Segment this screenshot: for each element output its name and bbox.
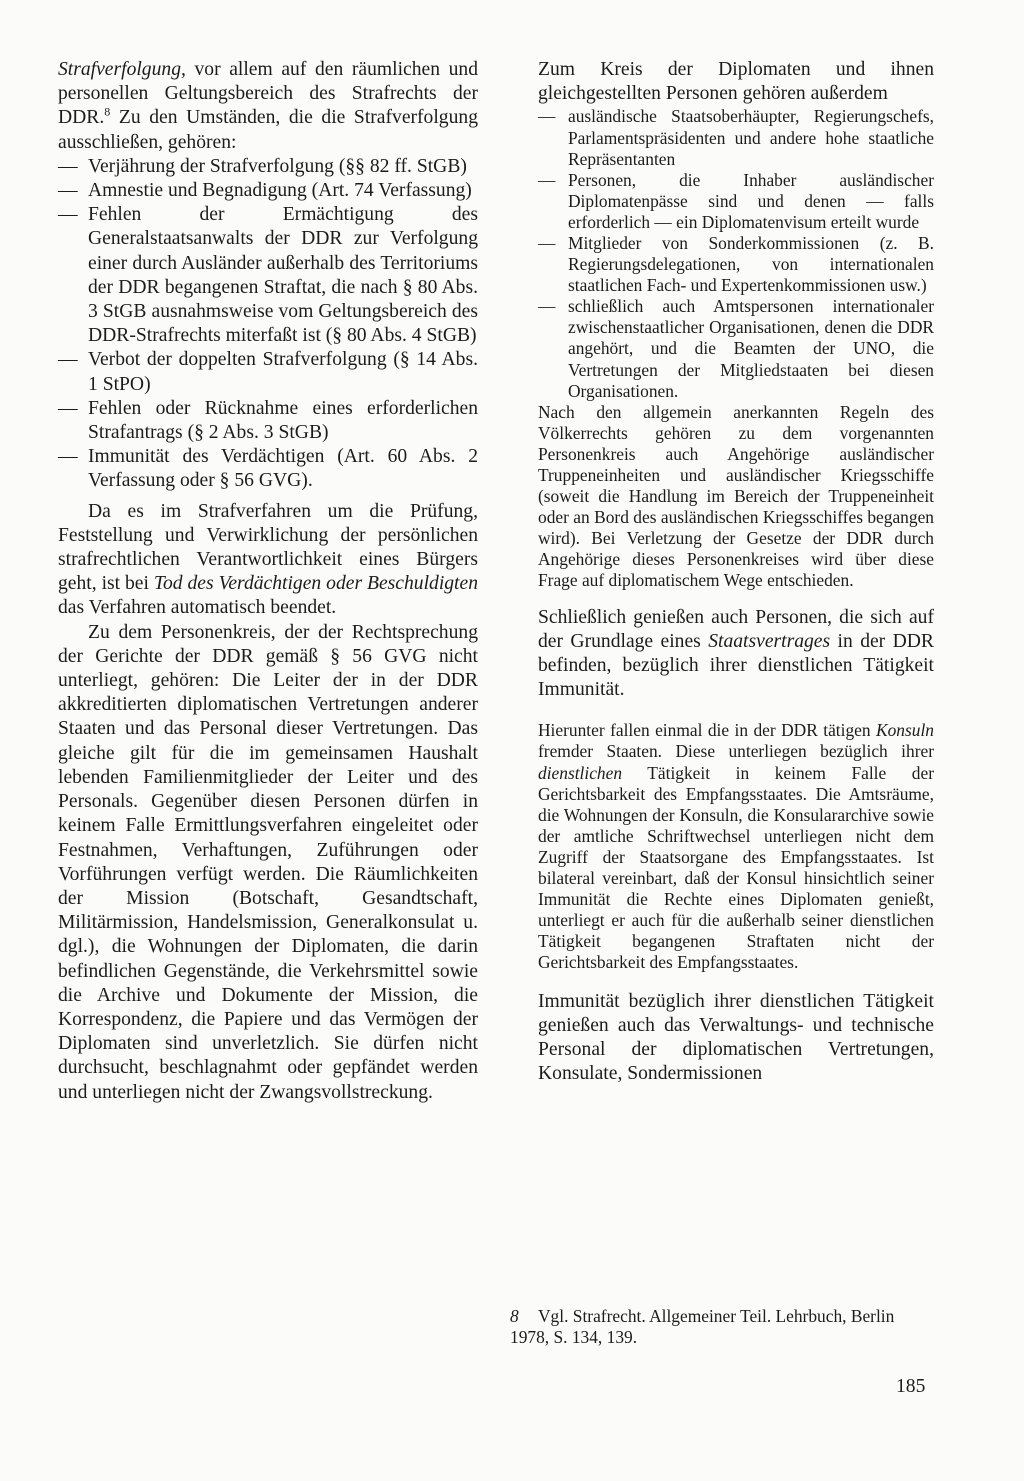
official-emphasis: dienstlichen [538,762,623,783]
international-law-paragraph: Nach den allgemein anerkannten Regeln des Völkerrechts gehören zu dem vorgenannten Personenkreis auch Angehörige ausländischer Truppeneinheiten und ausländischer Kriegsschiffe (soweit die Handlung im Bereich der Truppeneinheit oder an Bord des ausländischen Kriegsschiffes begangen wird). Bei Verletzung der Gesetze der DDR durch Angehörige dieses Personenkreises wird über diese Frage auf diplomatischem Wege entschieden. [538,401,934,591]
intro-text-b: Zu den Umständen, die die Strafverfolgung ausschließen, gehören: [58,107,478,153]
intro-paragraph [58,58,478,155]
list-item: — Personen, die Inhaber ausländischer Diplomatenpässe sind und denen — falls erforderlich — ein Diplomatenvisum erteilt wurde [538,170,934,233]
footnote-reference: 8 [104,104,111,119]
exclusion-list [58,155,478,494]
treaty-emphasis: Staatsvertrages [708,630,831,652]
consuls-text-c: Tätigkeit in keinem Falle der Gerichtsbarkeit des Empfangsstaates. Die Amtsräume, die Wohnungen der Konsuln, die Konsulararchive sowie der amtliche Schriftwechsel unterliegen nicht dem Zugriff der Staatsorgane des Empfangsstaates. Ist bilateral vereinbart, daß der Konsul hinsichtlich seiner Immunität die Rechte eines Diplomaten genießt, unterliegt er auch für die außerhalb seiner dienstlichen Tätigkeit begangenen Straftaten nicht der Gerichtsbarkeit des Empfangsstaates. [538,762,934,973]
death-emphasis: Tod des Verdächtigen oder Beschuldigten [153,573,478,595]
page-number: 185 [896,1376,926,1397]
list-item: — Mitglieder von Sonderkommissionen (z. B. Regierungsdelegationen, von internationalen staatlichen Fach- und Expertenkommissionen usw.) [538,233,934,296]
diplomats-intro: Zum Kreis der Diplomaten und ihnen gleichgestellten Personen gehören außerdem [538,59,934,105]
left-column [58,58,478,1105]
list-item: — Verbot der doppelten Strafverfolgung (§ 14 Abs. 1 StPO) [58,348,478,396]
consuls-text-b: fremder Staaten. Diese unterliegen bezüglich ihrer [538,741,934,762]
administrative-staff-paragraph: Immunität bezüglich ihrer dienstlichen Tätigkeit genießen auch das Verwaltungs- und technische Personal der diplomatischen Vertretungen, Konsulate, Sondermissionen [538,990,934,1085]
intro-text-a: vor allem auf den räumlichen und personellen Geltungsbereich des Strafrechts der DDR. [58,59,478,129]
consuls-emphasis: Konsuln [876,720,934,741]
treaty-text-a: Schließlich genießen auch Personen, die sich auf der Grundlage eines [538,606,934,652]
consuls-text-a: Hierunter fallen einmal die in der DDR tätigen [538,720,877,741]
footnote-mark: 8 [510,1306,519,1326]
right-column [538,58,934,1086]
list-item: — ausländische Staatsoberhäupter, Regierungschefs, Parlamentspräsidenten und andere hohe staatliche Repräsentanten [538,106,934,169]
consuls-paragraph [538,720,934,973]
list-item: — Immunität des Verdächtigen (Art. 60 Abs. 2 Verfassung oder § 56 GVG). [58,445,478,493]
state-treaty-paragraph [538,606,934,703]
death-text-b: das Verfahren automatisch beendet. [58,597,337,619]
list-item: — Amnestie und Begnadigung (Art. 74 Verfassung) [58,179,478,203]
list-item: — Verjährung der Strafverfolgung (§§ 82 ff. StGB) [58,155,478,179]
list-item: — schließlich auch Amtspersonen internationaler zwischenstaatlicher Organisationen, denen die DDR angehört, und die Beamten der UNO, die Vertretungen der Mitgliedstaaten bei diesen Organisationen. [538,296,934,401]
footnote [510,1306,934,1348]
death-paragraph [58,500,478,621]
immunity-paragraph: Zu dem Personenkreis, der der Rechtsprechung der Gerichte der DDR gemäß § 56 GVG nicht unterliegt, gehören: Die Leiter der in der DDR akkreditierten diplomatischen Vertretungen anderer Staaten und das Personal dieser Vertretungen. Das gleiche gilt für die im gemeinsamen Haushalt lebenden Familienmitglieder der Leiter und des Personals. Gegenüber diesen Personen dürfen in keinem Falle Ermittlungsverfahren eingeleitet oder Festnahmen, Verhaftungen, Zuführungen oder Vorführungen verfügt werden. Die Räumlichkeiten der Mission (Botschaft, Gesandtschaft, Militärmission, Handelsmission, Generalkonsulat u. dgl.), die Wohnungen der Diplomaten, die darin befindlichen Gegenstände, die Verkehrsmittel sowie die Archive und Dokumente der Mission, die Korrespondenz, die Papiere und das Vermögen der Diplomaten sind unverletzlich. Sie dürfen nicht durchsucht, beschlagnahmt oder gepfändet werden und unterliegen nicht der Zwangsvollstreckung. [58,621,478,1103]
list-item: — Fehlen oder Rücknahme eines erforderlichen Strafantrags (§ 2 Abs. 3 StGB) [58,397,478,445]
footnote-text: Vgl. Strafrecht. Allgemeiner Teil. Lehrbuch, Berlin 1978, S. 134, 139. [510,1306,895,1347]
list-item: — Fehlen der Ermächtigung des Generalstaatsanwalts der DDR zur Verfolgung einer durch Ausländer außerhalb des Territoriums der DDR begangenen Straftat, die nach § 80 Abs. 3 StGB ausnahmsweise vom Geltungsbereich des DDR-Strafrechts miterfaßt ist (§ 80 Abs. 4 StGB) [58,203,478,348]
treaty-text-b: in der DDR befinden, bezüglich ihrer dienstlichen Tätigkeit Immunität. [538,630,934,701]
death-text-a: Da es im Strafverfahren um die Prüfung, Feststellung und Verwirklichung der persönlichen strafrechtlichen Verantwortlichkeit eines Bürgers geht, ist bei [58,500,478,595]
intro-emphasis: Strafverfolgung, [58,59,186,80]
diplomats-list [538,106,934,401]
